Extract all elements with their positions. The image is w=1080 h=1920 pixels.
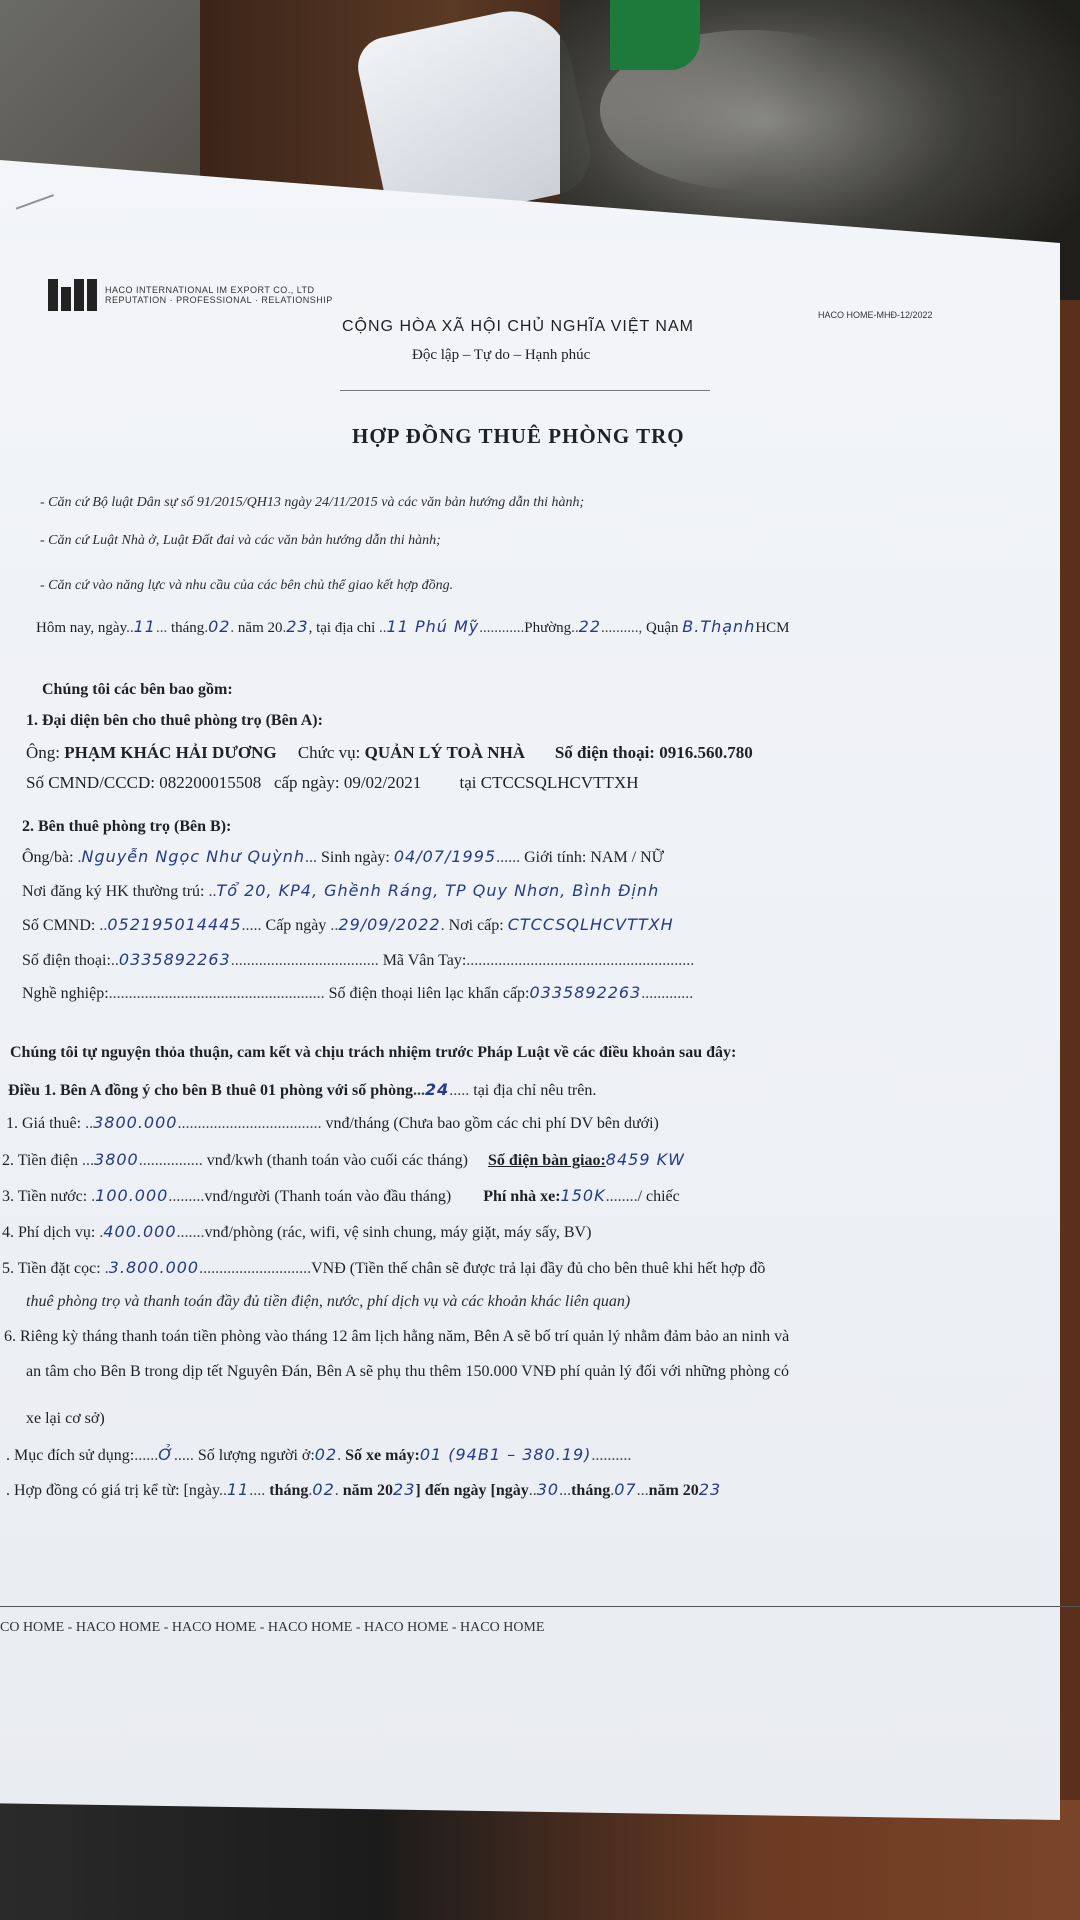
party-a-phone: 0916.560.780 [659, 743, 753, 762]
party-a-heading: 1. Đại diện bên cho thuê phòng trọ (Bên A): [26, 712, 323, 729]
party-b-job-line: Nghề nghiệp:...................................................... Số điện thoại liên lạc khẩn cấp:0335892263............. [22, 983, 694, 1002]
form-code: HACO HOME-MHĐ-12/2022 [818, 310, 933, 320]
legal-basis-3: - Căn cứ vào năng lực và nhu cầu của các bên chủ thể giao kết hợp đồng. [40, 578, 454, 593]
party-a-id-line: Số CMND/CCCD: 082200015508 cấp ngày: 09/02/2021 tại CTCCSQLHCVTTXH [26, 773, 639, 792]
today-line: Hôm nay, ngày..11... tháng.02. năm 20.23, tại địa chỉ ..11 Phú Mỹ............Phường..22.........., Quận B.ThạnhHCM [36, 617, 790, 636]
party-b-emergency-phone: 0335892263 [529, 983, 642, 1002]
valid-from-year: 23 [393, 1480, 416, 1499]
tet-surcharge-3: xe lại cơ sở) [26, 1410, 105, 1427]
people-count: 02 [314, 1445, 338, 1464]
party-b-id-line: Số CMND: ..052195014445..... Cấp ngày ..29/09/2022. Nơi cấp: CTCCSQLHCVTTXH [22, 915, 674, 934]
rent-value: 3800.000 [93, 1113, 178, 1132]
valid-from-day: 11 [226, 1480, 250, 1499]
company-tagline: REPUTATION · PROFESSIONAL · RELATIONSHIP [105, 295, 333, 305]
party-b-gender-options: NAM / NỮ [590, 849, 665, 866]
parking-fee: 150K [560, 1186, 606, 1205]
party-b-issued: 29/09/2022 [338, 915, 441, 934]
contract-title: HỢP ĐỒNG THUÊ PHÒNG TRỌ [352, 424, 685, 448]
party-a-name: PHẠM KHÁC HẢI DƯƠNG [64, 743, 277, 762]
party-b-phone-line: Số điện thoại:..0335892263..................................... Mã Vân Tay:......................................................... [22, 950, 695, 969]
party-b-id: 052195014445 [107, 915, 242, 934]
agreement-statement: Chúng tôi tự nguyện thỏa thuận, cam kết và chịu trách nhiệm trước Pháp Luật về các điều khoản sau đây: [10, 1044, 737, 1061]
republic-heading: CỘNG HÒA XÃ HỘI CHỦ NGHĨA VIỆT NAM [342, 318, 694, 335]
party-b-residence-line: Nơi đăng ký HK thường trú: ..Tổ 20, KP4, Ghềnh Ráng, TP Quy Nhơn, Bình Định [22, 881, 660, 900]
parties-heading: Chúng tôi các bên bao gồm: [42, 681, 233, 698]
party-a-info: Ông: PHẠM KHÁC HẢI DƯƠNG Chức vụ: QUẢN LÝ TOÀ NHÀ Số điện thoại: 0916.560.780 [26, 743, 753, 762]
party-a-id: 082200015508 [159, 773, 262, 792]
item-electricity: 2. Tiền điện ...3800................ vnđ/kwh (thanh toán vào cuối các tháng) Số điện bàn giao:8459 KW [2, 1150, 685, 1169]
purpose-value: Ở [158, 1445, 174, 1464]
haco-logo-icon [48, 279, 97, 311]
valid-to-month: 07 [614, 1480, 637, 1499]
contract-district: B.Thạnh [682, 617, 756, 636]
deposit-note-continued: thuê phòng trọ và thanh toán đầy đủ tiền điện, nước, phí dịch vụ và các khoản khác liên quan) [26, 1293, 631, 1310]
header-divider [340, 390, 710, 391]
contract-ward: 22 [578, 617, 602, 636]
party-b-dob: 04/07/1995 [393, 847, 497, 866]
party-b-residence: Tổ 20, KP4, Ghềnh Ráng, TP Quy Nhơn, Bình Định [216, 881, 660, 900]
meter-reading: 8459 KW [605, 1150, 685, 1169]
item-rent: 1. Giá thuê: ..3800.000.................................... vnđ/tháng (Chưa bao gồm các chi phí DV bên dưới) [6, 1113, 659, 1132]
contract-year: 23 [286, 617, 309, 636]
footer-brand-strip: CO HOME - HACO HOME - HACO HOME - HACO HOME - HACO HOME - HACO HOME [0, 1620, 545, 1635]
motto: Độc lập – Tự do – Hạnh phúc [412, 347, 591, 363]
company-name: HACO INTERNATIONAL IM EXPORT CO., LTD [105, 285, 315, 295]
party-b-place: CTCCSQLHCVTTXH [507, 915, 674, 934]
item-deposit: 5. Tiền đặt cọc: .3.800.000............................VNĐ (Tiền thế chân sẽ được trả lại đầy đủ cho bên thuê khi hết hợp đồ [2, 1258, 766, 1277]
contract-day: 11 [133, 617, 156, 636]
party-b-phone: 0335892263 [118, 950, 231, 969]
company-logo [48, 279, 333, 311]
tet-surcharge-1: 6. Riêng kỳ tháng thanh toán tiền phòng vào tháng 12 âm lịch hằng năm, Bên A sẽ bố trí quản lý nhằm đảm bảo an ninh và [4, 1328, 790, 1345]
item-purpose: . Mục đích sử dụng:......Ở..... Số lượng người ở:02. Số xe máy:01 (94B1 – 380.19).......... [6, 1445, 632, 1464]
motorbike-count: 01 (94B1 – 380.19) [419, 1445, 592, 1464]
tet-surcharge-2: an tâm cho Bên B trong dịp tết Nguyên Đán, Bên A sẽ phụ thu thêm 150.000 VNĐ phí quản lý đối với những phòng có [26, 1363, 789, 1380]
legal-basis-1: - Căn cứ Bộ luật Dân sự số 91/2015/QH13 ngày 24/11/2015 và các văn bản hướng dẫn thi hành; [40, 495, 585, 510]
legal-basis-2: - Căn cứ Luật Nhà ở, Luật Đất đai và các văn bản hướng dẫn thi hành; [40, 533, 441, 548]
item-service: 4. Phí dịch vụ: .400.000.......vnđ/phòng (rác, wifi, vệ sinh chung, máy giặt, máy sấy, BV) [2, 1222, 592, 1241]
party-a-issued: 09/02/2021 [343, 773, 422, 792]
valid-to-year: 23 [698, 1480, 722, 1499]
item-water: 3. Tiền nước: .100.000.........vnđ/người (Thanh toán vào đầu tháng) Phí nhà xe:150K......../ chiếc [2, 1186, 680, 1205]
valid-to-day: 30 [536, 1480, 560, 1499]
party-a-role: QUẢN LÝ TOÀ NHÀ [364, 743, 526, 762]
party-b-name-line: Ông/bà: .Nguyễn Ngọc Như Quỳnh... Sinh ngày: 04/07/1995...... Giới tính: NAM / NỮ [22, 847, 665, 866]
item-validity: . Hợp đồng có giá trị kể từ: [ngày..11.... tháng.02. năm 2023] đến ngày [ngày..30...tháng.07...năm 2023 [6, 1480, 722, 1499]
contract-month: 02 [208, 617, 231, 636]
room-number: 24 [424, 1080, 450, 1099]
contract-address: 11 Phú Mỹ [386, 617, 480, 636]
article-1: Điều 1. Bên A đồng ý cho bên B thuê 01 phòng với số phòng...24..... tại địa chỉ nêu trên. [8, 1080, 597, 1099]
party-b-heading: 2. Bên thuê phòng trọ (Bên B): [22, 818, 232, 835]
valid-from-month: 02 [312, 1480, 335, 1499]
deposit-value: 3.800.000 [108, 1258, 200, 1277]
service-value: 400.000 [103, 1222, 177, 1241]
electricity-value: 3800 [94, 1150, 139, 1169]
water-value: 100.000 [95, 1186, 169, 1205]
party-b-name: Nguyễn Ngọc Như Quỳnh [81, 847, 305, 866]
party-a-place: CTCCSQLHCVTTXH [480, 773, 639, 792]
footer-divider [0, 1606, 1080, 1607]
